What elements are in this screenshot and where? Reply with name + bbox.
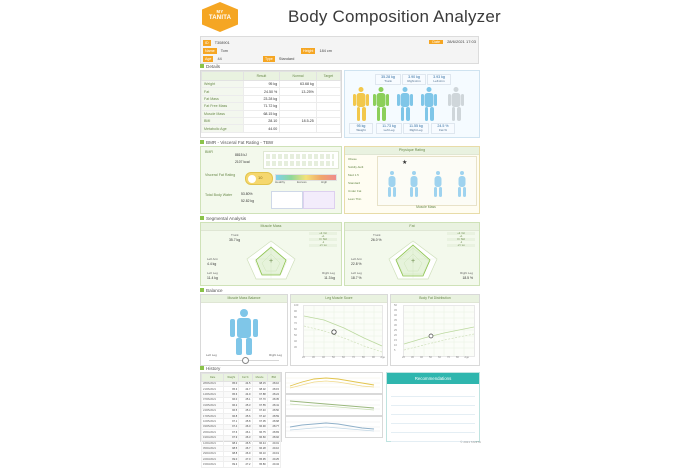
muscle-mass-radar-chart [245,239,297,281]
y-tick: 100 [294,304,299,307]
page-title: Body Composition Analyzer [288,7,501,26]
table-row: 14/06/2021 95.6 24.9 67.88 28.24 [203,393,279,397]
table-row: Metabolic Age 44.00 [202,125,341,132]
balance-left-leg-label: Left Leg [206,353,217,357]
muscle-left-leg-value: 11.4 kg [207,276,218,280]
section-marker-icon [200,64,204,68]
fat-trunk-value: 26.0 % [371,238,382,242]
table-row: Fat Mass 23.28 kg [202,95,341,102]
muscle-left-leg-label: Left Leg [207,271,218,275]
details-col-1: Result [243,72,280,81]
recommendations-lines [391,388,475,442]
y-tick: 20 [394,334,397,337]
y-tick: 70 [294,322,297,325]
logo-line1: MY [216,9,224,14]
balance-indicator [242,357,249,364]
identity-value-height: 184 cm [319,49,332,53]
y-tick: 40 [394,314,397,317]
section-label-balance: Balance [200,288,223,293]
visceral-scale-left: Healthy [275,180,286,184]
identity-value-type: Standard [278,57,295,61]
physique-row-3: Standard [348,181,361,185]
chip-right-leg: 11.55 kg Right Leg [403,123,429,134]
tbw-bar-2 [303,191,335,209]
visceral-fat-value: 10 [258,175,263,180]
table-row: 05/04/2021 98.5 26.7 66.28 29.10 [203,446,279,450]
section-marker-icon [200,140,204,144]
visceral-fat-value-pill [245,172,273,185]
table-row: 31/05/2021 96.2 25.3 67.55 28.41 [203,403,279,407]
y-tick: 40 [294,340,297,343]
recommendation-line [391,424,475,433]
table-row: 28/06/2021 95.0 24.5 68.15 28.10 [203,382,279,386]
fat-left-arm-label: Left Arm [351,257,363,261]
physique-row-2: Med 1.5 [348,173,359,177]
section-label-segmental: Segmental Analysis [200,216,246,221]
identity-strip [200,36,479,64]
y-tick: 10 [394,344,397,347]
visceral-scale-mid: Excess [297,180,307,184]
identity-value-name: Tom [220,49,228,53]
details-col-0 [202,72,244,81]
identity-tag-type: Type [265,57,273,61]
leg-muscle-score-plot [303,305,383,357]
visceral-scale-right: High [321,180,328,184]
muscle-left-arm-label: Left Arm [207,257,219,261]
physique-figure-4-icon [456,171,468,197]
muscle-mass-title: Muscle Mass [201,223,341,231]
y-tick: 5 [394,349,396,352]
date-tag: Date [429,40,443,44]
physique-figure-1-icon [386,171,398,197]
identity-value-age: 44 [217,57,222,61]
identity-row-height [301,48,332,54]
chip-fat-percent: 24.5 % Fat % [431,123,455,134]
tanita-logo [196,2,244,32]
body-fat-distribution-panel [390,294,480,366]
segment-figures-panel [344,70,480,138]
x-axis-label: Age [464,356,469,359]
muscle-trunk-label: Trunk [231,233,239,237]
date-value: 28/6/2021 17:03 [447,39,476,44]
table-row: Fat Free Mass 71.72 kg [202,103,341,110]
recommendations-panel [386,372,480,442]
x-tick: 30 [411,356,414,359]
body-fat-distribution-title: Body Fat Distribution [391,295,479,303]
section-label-history: History [200,366,220,371]
section-marker-icon [200,366,204,370]
table-row: BMI 28.10 18.5-25 [202,117,341,124]
section-marker-icon [200,216,204,220]
physique-row-4: Under Fat [348,189,362,193]
chip-trunk: 3.90 kg Right Arm [402,74,426,85]
tbw-bar-1 [271,191,303,209]
table-row: 22/03/2021 99.0 27.0 65.95 29.25 [203,457,279,461]
body-figure-blue-2-icon [421,87,437,121]
report-date [429,39,476,44]
history-table [201,373,281,468]
recommendation-line [391,415,475,424]
identity-tag-age: Age [205,57,212,61]
page-header [0,0,681,36]
y-tick: 80 [294,316,297,319]
table-row: 10/05/2021 97.1 25.8 67.05 28.68 [203,420,279,424]
bmr-panel [200,146,342,214]
identity-row-age [203,56,222,62]
section-marker-icon [200,288,204,292]
physique-rating-panel [344,146,480,214]
x-tick: 60 [438,356,441,359]
y-tick: 25 [394,329,397,332]
details-table-panel [200,70,342,138]
details-col-3: Target [316,72,340,81]
x-axis-label: Age [380,356,385,359]
x-tick: 80 [456,356,459,359]
details-col-2: Normal [280,72,317,81]
recommendations-title: Recommendations [387,373,479,384]
table-row: 17/05/2021 96.8 25.6 67.22 28.59 [203,414,279,418]
identity-tag-height: Height [303,49,314,53]
bmr-bar-chart [263,151,339,169]
x-tick: 70 [447,356,450,359]
table-row: 21/06/2021 95.3 24.7 68.02 28.15 [203,387,279,391]
table-row: Weight 95 kg 63.68 kg [202,81,341,88]
table-header-row [202,72,341,81]
physique-figure-3-icon [432,171,444,197]
table-row: 07/06/2021 96.0 25.1 67.70 28.35 [203,398,279,402]
fat-left-leg-value: 18.7 % [351,276,362,280]
muscle-balance-panel [200,294,288,366]
bmr-kj: 8815 kJ [235,153,247,157]
y-tick: 45 [394,309,397,312]
identity-row-id [203,40,230,46]
fat-radar-chart [387,239,439,281]
balance-right-leg-label: Right Leg [269,353,282,357]
table-header-row: Date Weight Fat % Muscle BMI [202,374,281,382]
fat-panel [344,222,480,286]
physique-row-0: Obese [348,157,357,161]
physique-grid [377,156,477,206]
physique-footer: Muscle Mass [416,205,436,209]
fat-left-leg-label: Left Leg [351,271,362,275]
y-tick: 50 [394,304,397,307]
muscle-trend-chart [285,416,383,438]
physique-row-5: Lean Thin [348,197,362,201]
x-tick: 70 [352,356,355,359]
fat-title: Fat [345,223,479,231]
svg-text:+: + [410,258,416,265]
body-fat-distribution-plot [403,305,475,357]
y-tick: 30 [394,324,397,327]
identity-row-type [263,56,294,62]
muscle-balance-title-text: Muscle Mass Balance [201,295,287,303]
fat-right-leg-value: 18.5 % [462,276,473,280]
y-tick: 15 [394,339,397,342]
tbw-mass: 52.82 kg [241,199,255,203]
balance-body-figure-icon [230,309,258,355]
y-tick: 50 [294,334,297,337]
x-tick: 20 [302,356,305,359]
recommendation-line [391,397,475,406]
physique-star-icon: ★ [402,160,408,166]
body-figure-yellow-icon [353,87,369,121]
chip-right-arm: 3.93 kg Left Arm [427,74,451,85]
recommendation-line [391,406,475,415]
muscle-trunk-value: 35.7 kg [229,238,241,242]
body-figure-grey-icon [448,87,464,121]
fat-legend: +2 / Hi +1 0 / Std -1 -2 / Lo [447,232,475,247]
leg-muscle-score-title: Leg Muscle Score [291,295,387,303]
table-row: Muscle Mass 68.15 kg [202,110,341,117]
fat-trend-chart [285,394,383,416]
x-tick: 40 [420,356,423,359]
table-row: 03/05/2021 97.4 26.0 66.90 28.77 [203,425,279,429]
x-tick: 40 [322,356,325,359]
x-tick: 20 [402,356,405,359]
history-table-panel [200,372,282,467]
muscle-right-leg-value: 11.3 kg [324,276,335,280]
identity-row-name [203,48,228,54]
table-row: 12/04/2021 98.2 26.5 66.44 29.01 [203,441,279,445]
muscle-mass-panel [200,222,342,286]
x-tick: 90 [372,356,375,359]
x-tick: 50 [429,356,432,359]
y-tick: 35 [394,319,397,322]
muscle-right-leg-label: Right Leg [322,271,335,275]
bmr-kcal: 2107 kcal [235,160,250,164]
weight-trend-chart [285,372,383,394]
chip-left-leg: 11.73 kg Left Leg [376,123,402,134]
leg-muscle-score-panel [290,294,388,366]
recommendation-line [391,388,475,397]
y-tick: 30 [294,346,297,349]
body-figure-green-icon [373,87,389,121]
y-tick: 60 [294,328,297,331]
table-row: 24/05/2021 96.5 25.4 67.40 28.50 [203,409,279,413]
identity-tag-id: ID [205,41,209,45]
bmr-title: BMR [205,150,213,154]
table-row: Fat 24.50 % 13-25% [202,88,341,95]
x-tick: 50 [332,356,335,359]
svg-text:+: + [268,258,274,265]
x-tick: 80 [362,356,365,359]
identity-tag-name: Name [205,49,215,53]
muscle-legend: +2 / Hi +1 0 / Std -1 -2 / Lo [309,232,337,247]
tbw-title: Total Body Water [205,193,233,197]
logo-line2: TANITA [208,15,232,21]
footer-copyright: © 2021 TANITA [460,440,481,444]
muscle-left-arm-value: 4.4 kg [207,262,217,266]
fat-left-arm-value: 22.8 % [351,262,362,266]
table-row: 26/04/2021 97.6 26.1 66.75 28.83 [203,430,279,434]
section-label-bmr: BMR - Visceral Fat Rating - TBW [200,140,273,145]
chip-left-arm: 35.28 kg Trunk [375,74,401,85]
section-label-details: Details [200,64,220,69]
x-tick: 60 [342,356,345,359]
x-tick: 30 [312,356,315,359]
table-row: 15/03/2021 99.3 27.2 65.80 29.34 [203,463,279,467]
y-tick: 90 [294,310,297,313]
tbw-percent: 53.80% [241,192,253,196]
fat-trunk-label: Trunk [373,233,381,237]
table-row: 19/04/2021 97.9 26.3 66.60 28.92 [203,436,279,440]
physique-title: Physique Rating [345,147,479,155]
physique-row-1: Solidly-built [348,165,364,169]
table-row: 29/03/2021 98.8 26.9 66.10 29.19 [203,452,279,456]
visceral-fat-title: Visceral Fat Rating [205,173,236,177]
body-figure-blue-1-icon [397,87,413,121]
identity-value-id: T308901 [214,41,230,45]
physique-figure-2-icon [408,171,420,197]
fat-right-leg-label: Right Leg [460,271,473,275]
details-table [201,71,341,133]
chip-weight: 95 kg Weight [349,123,373,134]
